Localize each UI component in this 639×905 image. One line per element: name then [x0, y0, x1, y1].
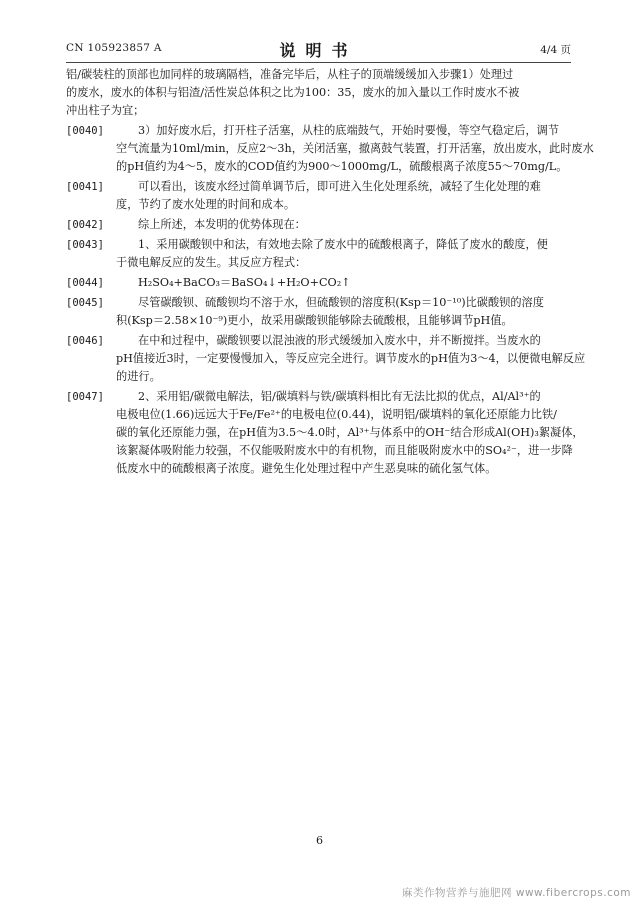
paragraph-line	[66, 66, 574, 84]
paragraph-line	[66, 274, 574, 292]
page-header	[66, 38, 571, 60]
paragraph-number: [0043]	[66, 239, 104, 251]
paragraph-text: 2、采用铝/碳微电解法，铝/碳填料与铁/碳填料相比有无法比拟的优点，Al/Al³⁺的	[138, 390, 541, 403]
paragraph-line	[66, 216, 574, 234]
paragraph-text: 于微电解反应的发生。其反应方程式：	[116, 256, 307, 269]
paragraph-text: 冲出柱子为宜；	[66, 104, 145, 117]
paragraph-text: 空气流量为10ml/min，反应2～3h，关闭活塞，撤离鼓气装置，打开活塞，放出废水，此时废水	[116, 142, 594, 155]
paragraph-text: 可以看出，该废水经过简单调节后，即可进入生化处理系统，减轻了生化处理的难	[138, 180, 541, 193]
paragraph-text: 的废水，废水的体积与铝渣/活性炭总体积之比为100：35，废水的加入量以工作时废水不被	[66, 86, 520, 99]
paragraph-line	[66, 294, 574, 312]
header-divider	[66, 62, 571, 63]
paragraph-text: 在中和过程中，碳酸钡要以混浊液的形式缓缓加入废水中，并不断搅拌。当废水的	[138, 334, 541, 347]
footer-page-number: 6	[316, 834, 323, 847]
paragraph-text: H₂SO₄+BaCO₃＝BaSO₄↓+H₂O+CO₂↑	[138, 276, 351, 289]
paragraph-line	[66, 102, 574, 120]
publication-number: CN 105923857 A	[66, 42, 162, 54]
paragraph-number: [0040]	[66, 125, 104, 137]
paragraph-line	[66, 312, 574, 330]
paragraph-line	[66, 388, 574, 406]
paragraph-line	[66, 122, 574, 140]
paragraph-text: 的pH值约为4～5，废水的COD值约为900～1000mg/L，硫酸根离子浓度55～70mg/L。	[116, 160, 568, 173]
paragraph-text: 碳的氧化还原能力强，在pH值为3.5～4.0时，Al³⁺与体系中的OH⁻结合形成Al(OH)₃絮凝体，	[116, 426, 584, 439]
document-title: 说明书	[279, 41, 358, 60]
paragraph-continuation	[66, 66, 574, 120]
page-indicator: 4/4 页	[540, 44, 571, 56]
paragraph-line	[66, 350, 586, 368]
paragraph-0047	[66, 388, 584, 478]
paragraph-text: 度，节约了废水处理的时间和成本。	[116, 198, 296, 211]
paragraph-number: [0047]	[66, 391, 104, 403]
paragraph-line	[66, 196, 574, 214]
paragraph-line	[66, 442, 574, 460]
paragraph-number: [0045]	[66, 297, 104, 309]
paragraph-0043	[66, 236, 574, 272]
paragraph-0046	[66, 332, 586, 386]
document-body	[66, 66, 594, 480]
paragraph-text: 低废水中的硫酸根离子浓度。避免生化处理过程中产生恶臭味的硫化氢气体。	[116, 462, 497, 475]
paragraph-0045	[66, 294, 574, 330]
paragraph-number: [0046]	[66, 335, 104, 347]
paragraph-0040	[66, 122, 594, 176]
paragraph-number: [0044]	[66, 277, 104, 289]
paragraph-text: 电极电位(1.66)远远大于Fe/Fe²⁺的电极电位(0.44)，说明铝/碳填料的氧化还原能力比铁/	[116, 408, 557, 421]
paragraph-line	[66, 332, 574, 350]
paragraph-0044	[66, 274, 574, 292]
paragraph-text: 积(Ksp＝2.58×10⁻⁹)更小，故采用碳酸钡能够除去硫酸根，且能够调节pH值。	[116, 314, 513, 327]
paragraph-text: 3）加好废水后，打开柱子活塞，从柱的底端鼓气，开始时要慢，等空气稳定后，调节	[138, 124, 560, 137]
paragraph-line	[66, 368, 574, 386]
paragraph-0042	[66, 216, 574, 234]
paragraph-line	[66, 406, 574, 424]
paragraph-line	[66, 158, 574, 176]
paragraph-text: 的进行。	[116, 370, 161, 383]
paragraph-0041	[66, 178, 574, 214]
paragraph-text: 该絮凝体吸附能力较强，不仅能吸附废水中的有机物，而且能吸附废水中的SO₄²⁻，进一步降	[116, 444, 573, 457]
paragraph-line	[66, 236, 574, 254]
paragraph-text: 1、采用碳酸钡中和法，有效地去除了废水中的硫酸根离子，降低了废水的酸度，便	[138, 238, 548, 251]
paragraph-number: [0042]	[66, 219, 104, 231]
paragraph-line	[66, 178, 574, 196]
paragraph-line	[66, 84, 574, 102]
paragraph-line	[66, 424, 584, 442]
paragraph-text: pH值接近3时，一定要慢慢加入，等反应完全进行。调节废水的pH值为3～4，以便微电解反应	[116, 352, 586, 365]
site-watermark: 麻类作物营养与施肥网 www.fibercrops.com	[402, 887, 631, 899]
paragraph-text: 尽管碳酸钡、硫酸钡均不溶于水，但硫酸钡的溶度积(Ksp＝10⁻¹⁰)比碳酸钡的溶度	[138, 296, 544, 309]
paragraph-line	[66, 140, 594, 158]
paragraph-line	[66, 460, 574, 478]
paragraph-line	[66, 254, 574, 272]
paragraph-text: 综上所述，本发明的优势体现在：	[138, 218, 306, 231]
paragraph-number: [0041]	[66, 181, 104, 193]
paragraph-text: 铝/碳装柱的顶部也加同样的玻璃隔档，准备完毕后，从柱子的顶端缓缓加入步骤1）处理过	[66, 68, 514, 81]
